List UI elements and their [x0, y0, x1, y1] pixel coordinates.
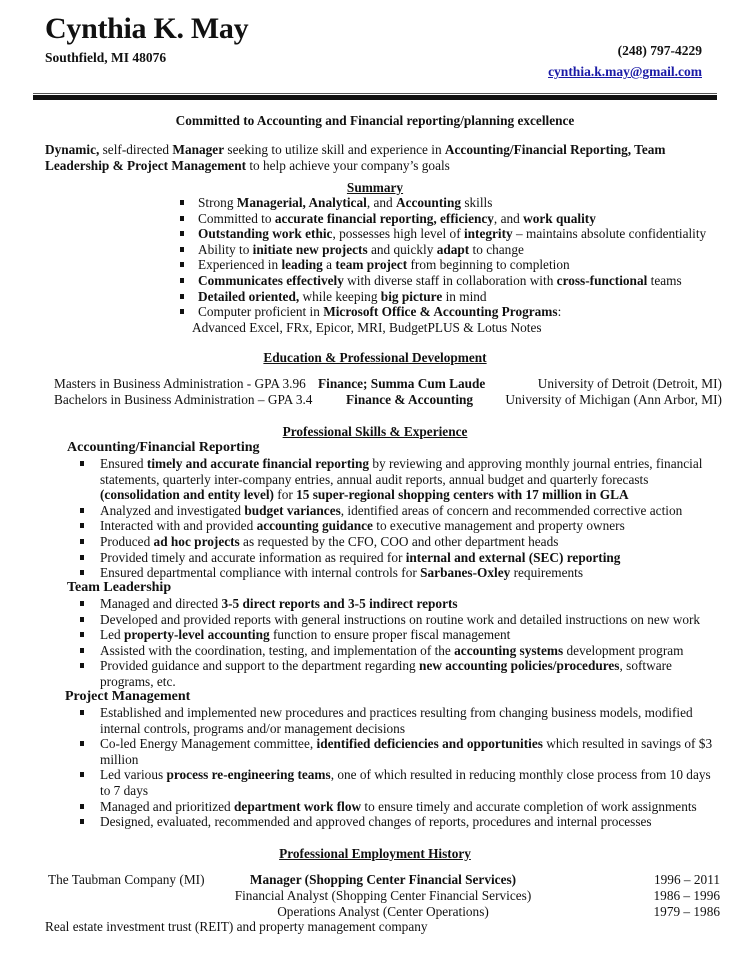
bullet-item: [80, 550, 720, 566]
bullet-item: [80, 565, 720, 581]
bold-text: Outstanding work ethic: [198, 226, 333, 242]
text: Produced: [100, 533, 154, 549]
square-bullet-icon: [80, 461, 84, 466]
text: Experienced in: [198, 257, 282, 273]
bullet-item: [80, 456, 720, 503]
bold-text: department work flow: [234, 798, 362, 814]
text: in mind: [442, 288, 487, 304]
text: while keeping: [299, 288, 381, 304]
square-bullet-icon: [80, 539, 84, 544]
bold-text: 3-5 direct reports and 3-5 indirect reports: [221, 596, 458, 611]
bold-text: budget variances: [244, 502, 341, 518]
text: seeking to utilize skill and experience in: [224, 142, 445, 157]
role-title: Operations Analyst (Center Operations): [277, 904, 489, 919]
bullet-item: [80, 658, 720, 689]
role-years: 1979 – 1986: [653, 904, 720, 919]
text: Managed and directed: [100, 596, 222, 611]
square-bullet-icon: [180, 231, 184, 236]
square-bullet-icon: [180, 278, 184, 283]
bullet-item: [180, 273, 725, 289]
square-bullet-icon: [80, 508, 84, 513]
text: Developed and provided reports with general instructions on routine work and detailed instructions on new work: [100, 611, 701, 627]
bullet-item: [80, 767, 720, 798]
text: Computer proficient in: [198, 304, 324, 320]
text: Provided guidance and support to the department regarding: [100, 658, 420, 674]
square-bullet-icon: [180, 309, 184, 314]
text: as requested by the CFO, COO and other department heads: [239, 533, 559, 549]
text: Led various: [100, 767, 167, 783]
bullet-item: [80, 534, 720, 550]
bullet-item: [180, 304, 725, 320]
bullet-item: [80, 736, 720, 767]
education-title: Education & Professional Development: [263, 350, 487, 365]
skills-title: Professional Skills & Experience: [282, 424, 468, 439]
bullet-item: [80, 643, 720, 659]
square-bullet-icon: [80, 710, 84, 715]
bold-text: internal and external (SEC) reporting: [405, 549, 621, 565]
text: skills: [461, 195, 493, 210]
bold-text: Communicates effectively: [198, 272, 344, 288]
square-bullet-icon: [180, 247, 184, 252]
bold-text: new accounting policies/procedures: [419, 658, 620, 674]
bullet-item: [180, 289, 725, 305]
candidate-location: Southfield, MI 48076: [45, 50, 167, 65]
project-list: [80, 705, 720, 830]
bold-text: Accounting: [395, 195, 461, 210]
role-years: 1986 – 1996: [653, 888, 720, 903]
bold-text: accounting systems: [454, 642, 564, 658]
school: University of Detroit (Detroit, MI): [537, 376, 722, 391]
text: to change: [469, 241, 524, 257]
software-programs: Advanced Excel, FRx, Epicor, MRI, BudgetPLUS & Lotus Notes: [192, 320, 542, 335]
header-divider: [33, 95, 717, 100]
square-bullet-icon: [80, 804, 84, 809]
square-bullet-icon: [80, 617, 84, 622]
text: from beginning to completion: [407, 257, 570, 273]
bullet-item: [80, 503, 720, 519]
school: University of Michigan (Ann Arbor, MI): [505, 392, 722, 407]
role-title: Financial Analyst (Shopping Center Financial Services): [234, 888, 532, 903]
text: development program: [563, 642, 684, 658]
text: Established and implemented new procedures and practices resulting from changing business models, modified internal controls, programs and/or management decisions: [100, 705, 693, 736]
subsection-heading-team: Team Leadership: [67, 580, 172, 595]
bullet-item: [80, 799, 720, 815]
text: with diverse staff in collaboration with: [343, 272, 557, 288]
square-bullet-icon: [180, 200, 184, 205]
bold-text: Detailed oriented,: [198, 288, 300, 304]
text: Provided timely and accurate information as required for: [100, 549, 406, 565]
text: , and: [493, 210, 524, 226]
team-list: [80, 596, 720, 690]
bullet-item: [80, 518, 720, 534]
phone-number: (248) 797-4229: [617, 43, 702, 58]
bold-text: big picture: [380, 288, 443, 304]
bold-text: accurate financial reporting, efficiency: [274, 210, 494, 226]
email-link[interactable]: cynthia.k.may@gmail.com: [548, 64, 702, 79]
square-bullet-icon: [80, 819, 84, 824]
major: Finance & Accounting: [346, 392, 474, 407]
text: Committed to: [198, 210, 275, 226]
bold-text: integrity: [463, 226, 513, 242]
text: :: [557, 304, 562, 320]
degree: Masters in Business Administration - GPA 3.96: [54, 376, 306, 391]
bullet-item: [80, 627, 720, 643]
text: , software programs, etc.: [100, 658, 672, 689]
role-title: Manager (Shopping Center Financial Services): [249, 872, 517, 887]
company-name: The Taubman Company (MI): [48, 872, 205, 887]
text: by reviewing and approving monthly journal entries, financial statements, quarterly inter-company entries, annual audit reports, annual budget and quarterly forecasts: [100, 456, 703, 487]
square-bullet-icon: [80, 772, 84, 777]
bullet-item: [180, 257, 725, 273]
square-bullet-icon: [180, 262, 184, 267]
text: Ensured departmental compliance with internal controls for: [100, 565, 421, 581]
square-bullet-icon: [80, 663, 84, 668]
summary-title: Summary: [346, 180, 404, 195]
bold-text: Manager: [172, 142, 225, 157]
candidate-name: Cynthia K. May: [45, 12, 249, 45]
text: , one of which resulted in reducing monthly close process from 10 days to 7 days: [100, 767, 711, 798]
square-bullet-icon: [80, 555, 84, 560]
text: Strong: [198, 195, 237, 210]
text: Assisted with the coordination, testing, and implementation of the: [100, 642, 455, 658]
text: Ensured: [100, 456, 147, 471]
bold-text: work quality: [523, 210, 596, 226]
text: Co-led Energy Management committee,: [100, 736, 317, 752]
bold-text: property-level accounting: [124, 627, 270, 643]
text: , and: [366, 195, 396, 210]
bold-text: Accounting/Financial Reporting, Team Leadership & Project Management: [45, 142, 666, 173]
bullet-item: [180, 211, 725, 227]
bold-text: initiate new projects: [252, 241, 368, 257]
text: – maintains absolute confidentiality: [512, 226, 707, 242]
accounting-list: [80, 456, 720, 581]
text: and quickly: [367, 241, 437, 257]
text: a: [322, 257, 336, 273]
square-bullet-icon: [180, 216, 184, 221]
summary-list: [180, 195, 725, 320]
education-row: [0, 376, 750, 392]
intro-paragraph: [45, 142, 715, 174]
bullet-item: [80, 612, 720, 628]
text: Led: [100, 627, 124, 643]
text: Designed, evaluated, recommended and approved changes of reports, procedures and internal processes: [100, 814, 652, 830]
bullet-item: [80, 596, 720, 612]
bold-text: leading: [281, 257, 323, 273]
text: which resulted in savings of $3 million: [100, 736, 713, 767]
text: teams: [647, 272, 682, 288]
bold-text: identified deficiencies and opportunities: [316, 736, 543, 752]
employment-row: [0, 904, 750, 920]
text: , possesses high level of: [332, 226, 464, 242]
bold-text: Dynamic,: [45, 142, 100, 157]
degree: Bachelors in Business Administration – GPA 3.4: [54, 392, 313, 407]
bold-text: 15 super-regional shopping centers with 17 million in GLA: [296, 487, 629, 503]
square-bullet-icon: [80, 632, 84, 637]
square-bullet-icon: [80, 523, 84, 528]
bold-text: adapt: [436, 241, 470, 257]
bold-text: timely and accurate financial reporting: [146, 456, 369, 471]
bold-text: cross-functional: [556, 272, 648, 288]
bold-text: team project: [335, 257, 408, 273]
square-bullet-icon: [180, 294, 184, 299]
bold-text: Managerial, Analytical: [236, 195, 367, 210]
employment-row: [0, 872, 750, 888]
subsection-heading-project: Project Management: [65, 689, 191, 704]
bullet-item: [80, 814, 720, 830]
bold-text: (consolidation and entity level): [100, 487, 274, 503]
objective-tagline: Committed to Accounting and Financial reporting/planning excellence: [175, 113, 575, 128]
bold-text: Sarbanes-Oxley: [420, 565, 511, 581]
bullet-item: [180, 195, 725, 211]
text: Analyzed and investigated: [100, 502, 245, 518]
square-bullet-icon: [80, 570, 84, 575]
text: to ensure timely and accurate completion of work assignments: [361, 798, 697, 814]
text: requirements: [510, 565, 584, 581]
role-years: 1996 – 2011: [654, 872, 720, 887]
text: to help achieve your company’s goals: [246, 158, 450, 173]
bold-text: Microsoft Office & Accounting Programs: [323, 304, 558, 320]
header-divider-thin: [33, 93, 717, 94]
company-description: Real estate investment trust (REIT) and property management company: [45, 919, 428, 934]
text: Managed and prioritized: [100, 798, 235, 814]
square-bullet-icon: [80, 601, 84, 606]
bold-text: accounting guidance: [256, 518, 373, 534]
bullet-item: [180, 242, 725, 258]
text: function to ensure proper fiscal management: [269, 627, 511, 643]
employment-title: Professional Employment History: [279, 846, 471, 861]
major: Finance; Summa Cum Laude: [318, 376, 486, 391]
text: self-directed: [99, 142, 173, 157]
education-row: [0, 392, 750, 408]
square-bullet-icon: [80, 741, 84, 746]
text: , identified areas of concern and recommended corrective action: [340, 502, 683, 518]
subsection-heading-accounting: Accounting/Financial Reporting: [67, 440, 260, 455]
square-bullet-icon: [80, 648, 84, 653]
text: Ability to: [198, 241, 253, 257]
bold-text: process re-engineering teams: [166, 767, 331, 783]
text: to executive management and property owners: [372, 518, 625, 534]
text: for: [273, 487, 297, 503]
bullet-item: [180, 226, 725, 242]
text: Interacted with and provided: [100, 518, 257, 534]
bold-text: ad hoc projects: [153, 533, 240, 549]
employment-row: [0, 888, 750, 904]
bullet-item: [80, 705, 720, 736]
